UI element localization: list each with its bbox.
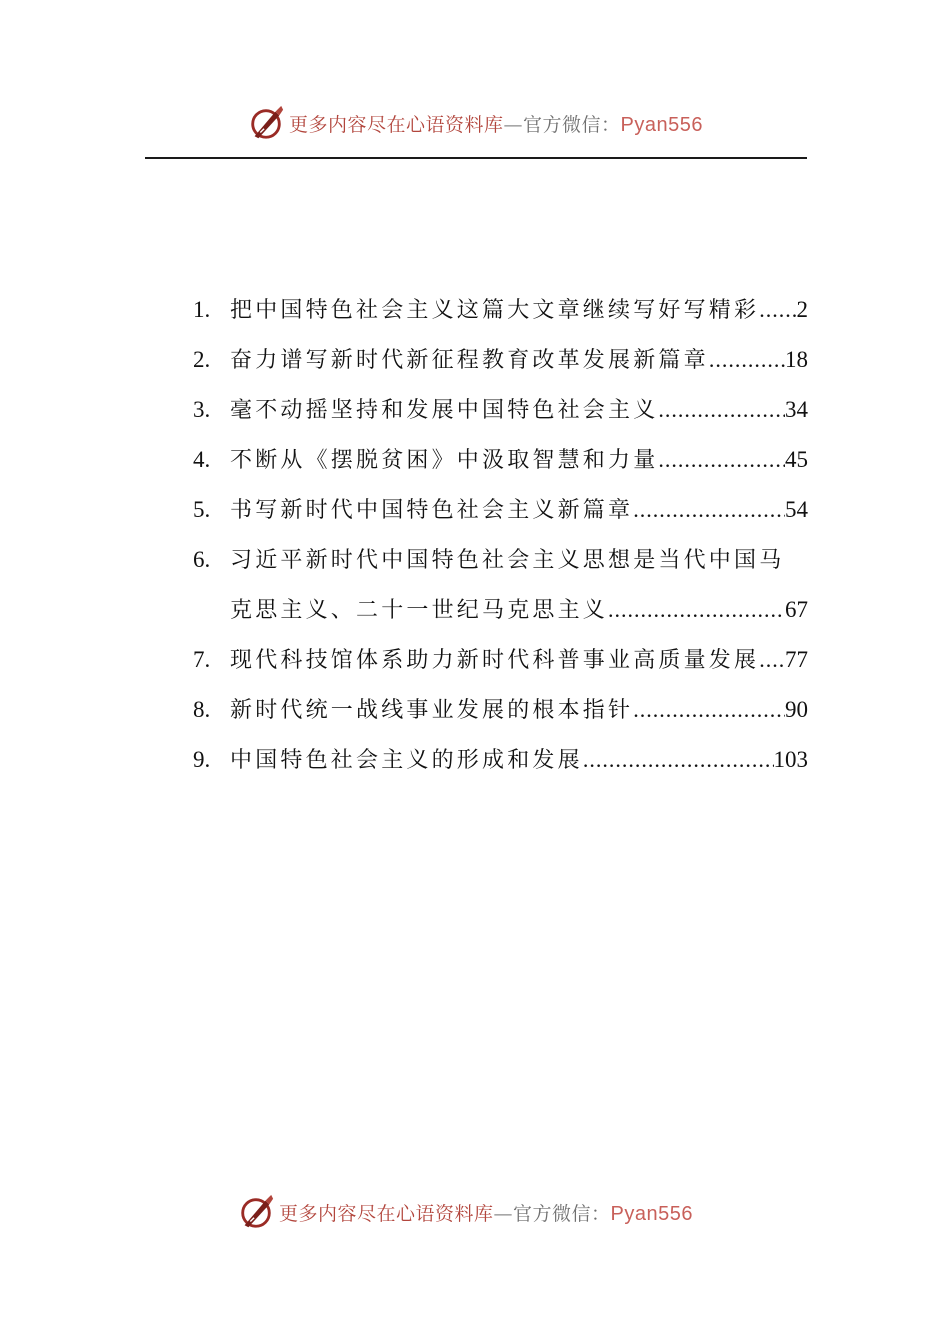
toc-entry[interactable] [193,385,808,435]
toc-leader-dots [583,735,774,785]
toc-leader-dots [608,585,785,635]
toc-title: 奋力谱写新时代新征程教育改革发展新篇章 [230,348,709,373]
toc-page-number: 45 [785,447,808,472]
toc-entry[interactable] [193,435,808,485]
toc-page-number: 2 [796,297,808,322]
quill-logo-icon [247,104,285,142]
toc-page-number: 90 [785,697,808,722]
toc-number: 8. [193,697,211,722]
toc-number: 5. [193,497,211,522]
banner-main-text: 更多内容尽在心语资料库 [289,113,504,136]
header-banner [0,103,950,143]
toc-entry[interactable] [193,635,808,685]
banner-wechat-id: Pyan556 [620,113,703,136]
toc-entry[interactable] [193,335,808,385]
toc-leader-dots [633,685,785,735]
toc-title: 毫不动摇坚持和发展中国特色社会主义 [230,398,659,423]
toc-title: 习近平新时代中国特色社会主义思想是当代中国马 [230,548,785,573]
toc-leader-dots [709,335,785,385]
toc-title: 书写新时代中国特色社会主义新篇章 [230,498,634,523]
banner-main-text: 更多内容尽在心语资料库 [279,1202,494,1225]
toc-entry[interactable] [193,735,808,785]
toc-leader-dots [759,635,785,685]
toc-number: 6. [193,547,211,572]
toc-number: 9. [193,747,211,772]
toc-page-number: 34 [785,397,808,422]
toc-leader-dots [759,285,796,335]
banner-wechat-label: 官方微信： [523,113,621,136]
toc-page-number: 103 [773,747,808,772]
header-divider [145,157,807,159]
toc-entry[interactable] [193,535,808,585]
toc-entry[interactable] [193,485,808,535]
banner-wechat-id: Pyan556 [610,1202,693,1225]
toc-page-number: 77 [785,647,808,672]
footer-banner [0,1192,940,1232]
banner-dash: — [493,1202,514,1225]
toc-leader-dots [658,435,785,485]
toc-page-number: 67 [785,597,808,622]
toc-leader-dots [633,485,785,535]
toc-entry[interactable] [193,685,808,735]
quill-logo-icon [237,1193,275,1231]
banner-wechat-label: 官方微信： [513,1202,611,1225]
toc-title: 现代科技馆体系助力新时代科普事业高质量发展 [230,648,760,673]
toc-page-number: 18 [785,347,808,372]
banner-dash: — [503,113,524,136]
toc-title: 中国特色社会主义的形成和发展 [230,748,583,773]
toc-page-number: 54 [785,497,808,522]
toc-number: 1. [193,297,211,322]
toc-title: 把中国特色社会主义这篇大文章继续写好写精彩 [230,298,760,323]
toc-number: 3. [193,397,211,422]
toc-number: 4. [193,447,211,472]
toc-number: 7. [193,647,211,672]
table-of-contents [193,285,808,785]
toc-title: 新时代统一战线事业发展的根本指针 [230,698,634,723]
toc-leader-dots [658,385,785,435]
toc-entry[interactable] [193,285,808,335]
toc-entry-continuation[interactable] [193,585,808,635]
toc-title: 不断从《摆脱贫困》中汲取智慧和力量 [230,448,659,473]
toc-title-continued: 克思主义、二十一世纪马克思主义 [230,598,609,623]
toc-number: 2. [193,347,211,372]
